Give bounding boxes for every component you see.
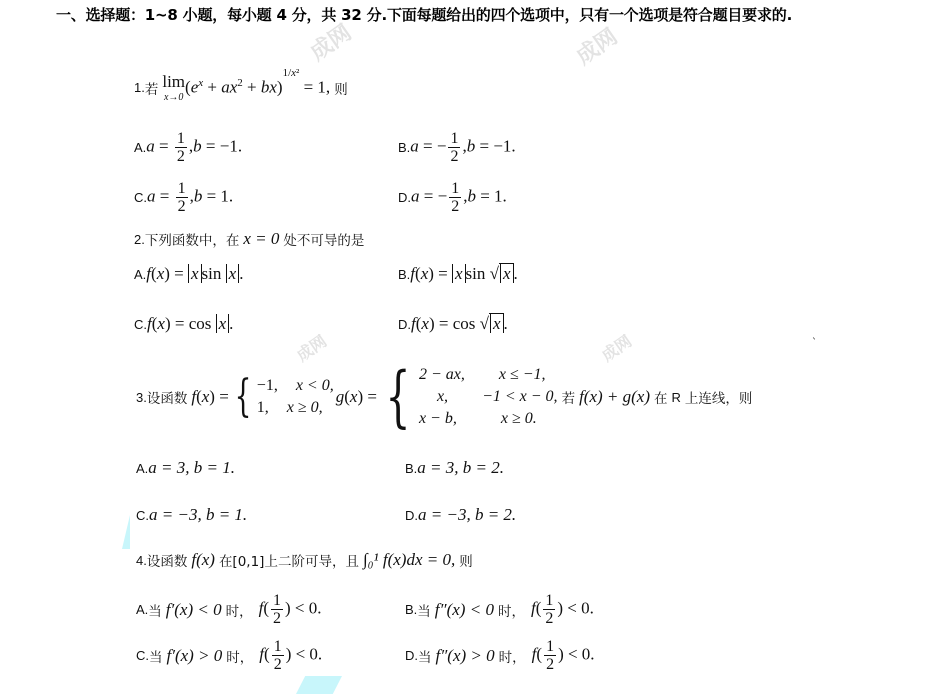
question-number: 1. (134, 80, 145, 95)
option-math: a = −3, b = 2. (418, 505, 517, 524)
option-label: D. (398, 190, 411, 205)
option-label: C. (136, 507, 149, 523)
option-label: B. (398, 266, 411, 282)
option-1-a[interactable]: A. a = $\frac{1}{2}$ ,b = −1. (134, 130, 243, 165)
g-cases: 2 − ax, x ≤ −1, x, −1 < x − 0, x − b, x ≥ 0. (418, 366, 558, 427)
option-2-d[interactable]: D. f(x) = cos √ x . (398, 314, 508, 333)
option-label: C. (136, 648, 149, 663)
option-label: A. (136, 602, 149, 617)
stray-mark: ` (812, 338, 817, 349)
left-brace: { (385, 358, 411, 435)
left-brace: { (234, 371, 252, 422)
stem-prefix: 若 (144, 81, 159, 98)
question-2-stem (134, 229, 364, 249)
watermark: 成网 (293, 331, 331, 366)
limit-expression: $(e^x + ax^2 + bx)^{1/x^2} = 1$, (185, 67, 331, 97)
stem-suffix: 则 (334, 81, 348, 98)
option-3-a[interactable] (136, 458, 235, 478)
question-1-stem (134, 67, 348, 103)
question-number: 2. (134, 231, 145, 247)
question-number: 3. (136, 389, 147, 405)
option-label: A. (136, 460, 149, 476)
stem-prefix: 设函数 (146, 554, 188, 570)
integral-expression: ∫₀¹ f(x)dx = 0, (362, 550, 456, 569)
stem-suffix: 处不可导的是 (283, 233, 365, 249)
option-1-c[interactable]: C. a = $\frac{1}{2}$ ,b = 1. (134, 180, 234, 215)
watermark: 成网 (305, 20, 357, 67)
option-3-b[interactable] (405, 458, 504, 478)
decorative-shape (122, 515, 130, 549)
option-label: A. (134, 266, 147, 282)
stem-prefix: 设函数 (146, 391, 188, 407)
decorative-shape (296, 676, 342, 694)
option-math: a = −3, b = 1. (149, 505, 248, 524)
watermark: 成网 (571, 24, 623, 71)
section-header: 一、选择题：1~8 小题，每小题 4 分，共 32 分.下面每题给出的四个选项中，只有一个选项是符合题目要求的. (56, 6, 793, 24)
option-label: D. (405, 648, 418, 663)
option-4-a[interactable]: A. 当 f′(x) < 0 时， f( $\frac{1}{2}$ ) < 0. (136, 592, 322, 627)
question-3-stem: 3. 设函数 f(x) = { −1, x < 0, 1, x ≥ 0, g(x) = { 2 − ax, x ≤ −1, x, −1 < x − 0, x − b, x ≥ 0. 若 f(x) + g(x) 在 R 上连线，则 (136, 358, 753, 435)
option-1-d[interactable]: D. a = − $\frac{1}{2}$ ,b = 1. (398, 180, 507, 215)
question-number: 4. (136, 552, 147, 568)
option-3-d[interactable] (405, 505, 516, 525)
option-math: a = 3, b = 1. (148, 458, 235, 477)
option-2-c[interactable]: C. f(x) = cos x . (134, 314, 234, 333)
question-4-stem: 4. 设函数 f(x) 在[0,1]上二阶可导，且 ∫₀¹ f(x)dx = 0, 则 (136, 550, 473, 570)
option-4-c[interactable]: C. 当 f′(x) > 0 时， f( $\frac{1}{2}$ ) < 0. (136, 638, 323, 673)
option-2-a[interactable]: A. f(x) = x sin x . (134, 264, 244, 283)
option-4-d[interactable]: D. 当 f″(x) > 0 时， f( $\frac{1}{2}$ ) < 0. (405, 638, 595, 673)
stem-math: x = 0 (243, 229, 280, 248)
stem-prefix: 下列函数中，在 (144, 233, 240, 249)
option-label: D. (398, 316, 411, 332)
option-label: B. (405, 602, 418, 617)
option-label: B. (405, 460, 418, 476)
watermark: 成网 (598, 331, 636, 366)
option-4-b[interactable]: B. 当 f″(x) < 0 时， f( $\frac{1}{2}$ ) < 0. (405, 592, 594, 627)
f-cases: −1, x < 0, 1, x ≥ 0, (256, 377, 334, 416)
option-label: A. (134, 140, 147, 155)
option-3-c[interactable] (136, 505, 247, 525)
option-label: C. (134, 316, 147, 332)
limit-operator: lim x→0 (162, 72, 186, 103)
option-label: B. (398, 140, 411, 155)
option-1-b[interactable]: B. a = − $\frac{1}{2}$ ,b = −1. (398, 130, 516, 165)
option-math: a = 3, b = 2. (417, 458, 504, 477)
option-label: D. (405, 507, 418, 523)
option-2-b[interactable]: B. f(x) = x sin √ x . (398, 264, 518, 283)
option-label: C. (134, 190, 147, 205)
